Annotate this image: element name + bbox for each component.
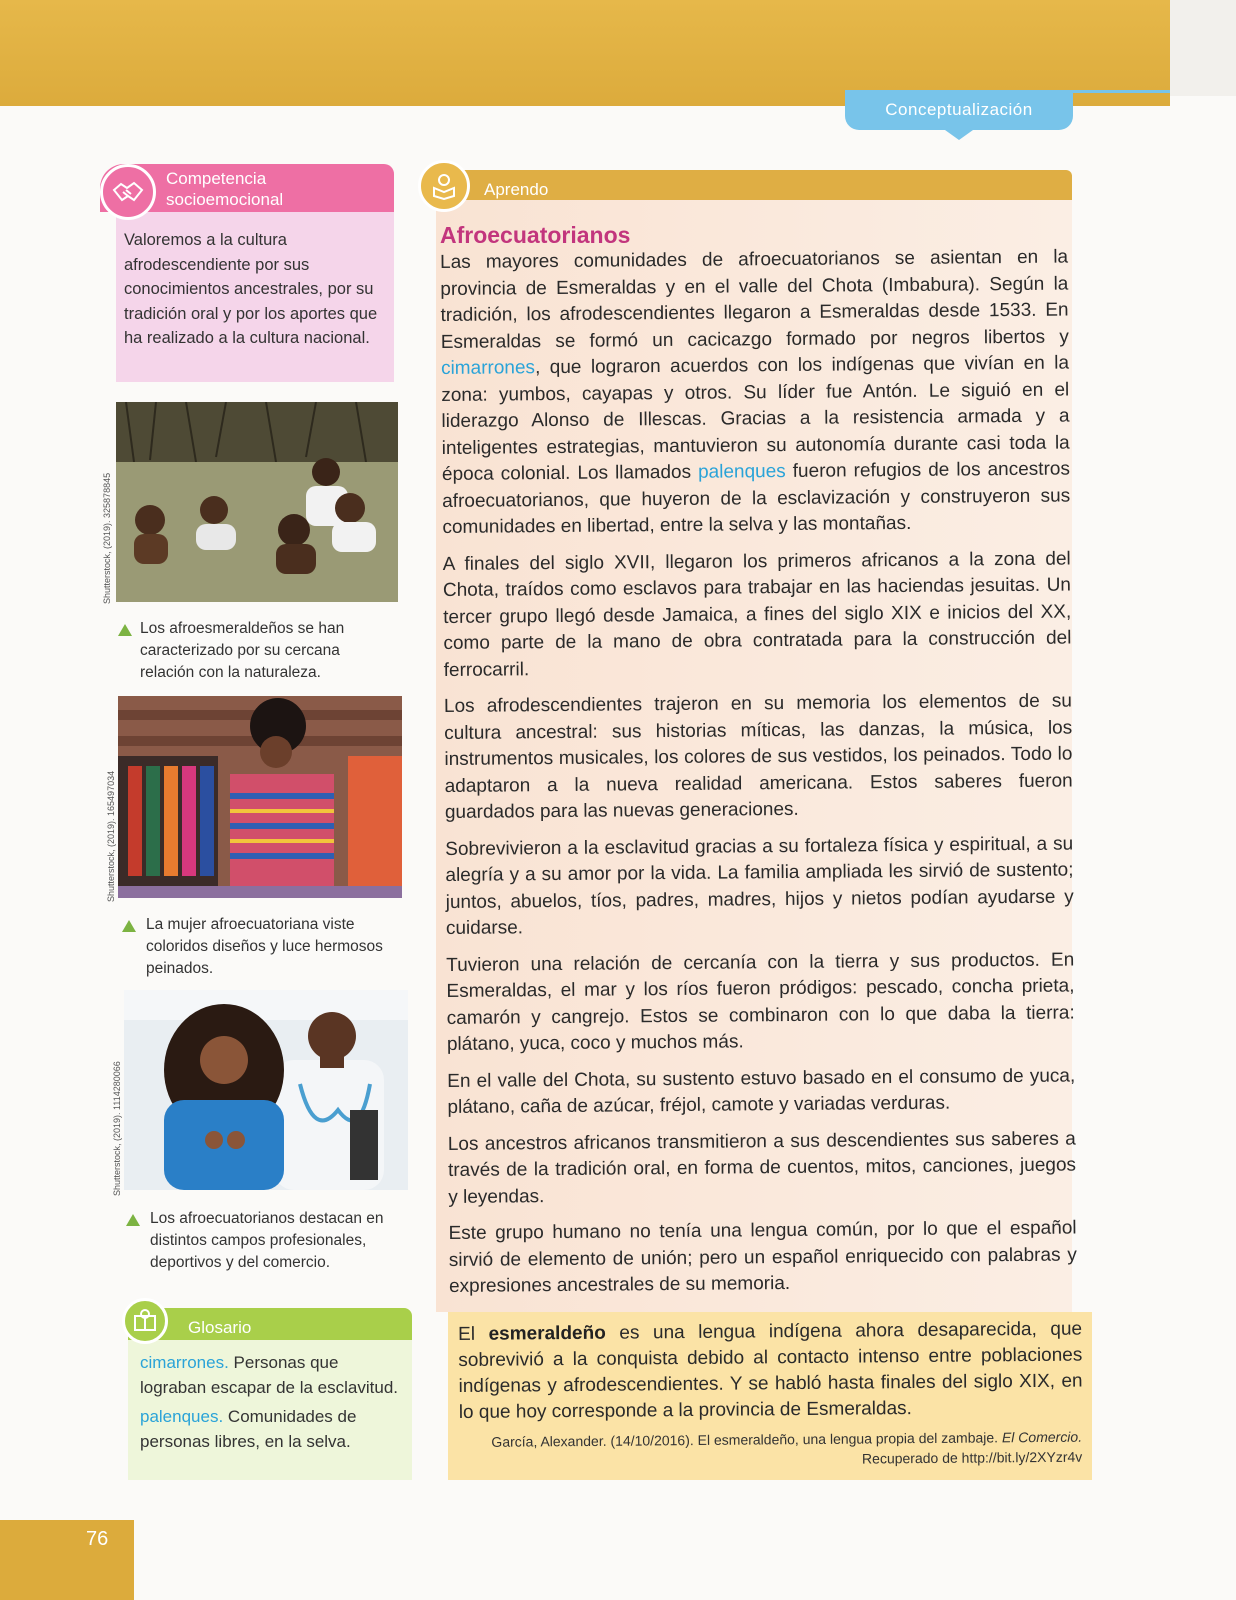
paragraph-3: Los afrodescendientes trajeron en su memoria los elementos de su cultura ancestral: sus historias míticas, las danzas, la música, los instrumentos musicales, los colores de sus vestidos, los peinados. Todo lo adaptaron a la nueva realidad americana. Estos saberes fueron guardados para las nuevas generaciones. bbox=[443, 690, 1073, 823]
glossary-item bbox=[140, 1404, 402, 1454]
term-link-cimarrones[interactable]: cimarrones bbox=[440, 357, 536, 379]
reference-source: El Comercio. bbox=[1001, 1428, 1083, 1446]
glossary-definition: Comunidades de personas libres, en la selva. bbox=[140, 1407, 357, 1451]
glossary-title: Glosario bbox=[188, 1318, 252, 1337]
paragraph-5: Tuvieron una relación de cercanía con la tierra y sus productos. En Esmeraldas, el mar y los ríos fueron pródigos: pescado, concha prieta, camarón y cangrejo. Estos se combinaron con lo que daba la tierra: plátano, yuca, coco y muchos más. bbox=[446, 948, 1075, 1055]
photo-caption-2: La mujer afroecuatoriana viste coloridos diseños y luce hermosos peinados. bbox=[146, 916, 383, 977]
paragraph-text: , que lograron acuerdos con los indígenas que vivían en la zona: yumbos, cayapas y otros. Su líder fue Antón. Le siguió en el liderazgo Alonso de Illescas. Gracias a la resistencia armada y a inteligentes estrategias, mantuvieron su autonomía durante casi toda la época colonial. Los llamados bbox=[441, 352, 1070, 485]
photo-caption-3: Los afroecuatorianos destacan en distintos campos profesionales, deportivos y del comercio. bbox=[150, 1210, 384, 1271]
paragraph-8: Este grupo humano no tenía una lengua común, por lo que el español sirvió de elemento de unión; pero un español enriquecido con palabras y expresiones ancestrales de su memoria. bbox=[448, 1217, 1077, 1297]
glossary-term: cimarrones. bbox=[140, 1353, 229, 1372]
main-body bbox=[440, 245, 1077, 1311]
photo-credit-1: Shutterstock, (2019). 325878845 bbox=[102, 472, 112, 604]
paragraph-7: Los ancestros africanos transmitieron a sus descendientes sus saberes a través de la tradición oral, en forma de cuentos, mitos, canciones, juegos y leyendas. bbox=[447, 1127, 1077, 1208]
top-band-gap bbox=[1170, 0, 1236, 96]
paragraph-text: fueron refugios de los ancestros afroecuatorianos, que huyeron de la esclavización y construyeron sus comunidades en libertad, entre la selva y las montañas. bbox=[442, 458, 1071, 538]
term-link-palenques[interactable]: palenques bbox=[697, 460, 786, 483]
caption-marker-1 bbox=[118, 624, 132, 636]
photo-woman-fabrics bbox=[118, 696, 402, 898]
page-number-bar bbox=[0, 1520, 134, 1600]
caption-marker-3 bbox=[126, 1214, 140, 1226]
paragraph-text: Las mayores comunidades de afroecuatorianos se asientan en la provincia de Esmeraldas y en el valle del Chota (Imbabura). Según la tradición, los afrodescendientes llegaron a Esmeraldas desde 1533. En Esmeraldas se formó un cacicazgo formado por negros libertos y bbox=[440, 246, 1069, 353]
page-number: 76 bbox=[86, 1528, 109, 1550]
competencia-title-line2: socioemocional bbox=[166, 190, 284, 209]
paragraph-2: A finales del siglo XVII, llegaron los primeros africanos a la zona del Chota, traídos como esclavos para trabajar en las haciendas jesuitas. Un tercer grupo llegó desde Jamaica, a fines del siglo XIX e inicios del XX, como parte de la mano de obra contratada para la construcción del ferrocarril. bbox=[442, 548, 1072, 681]
aprendo-label: Aprendo bbox=[484, 180, 549, 199]
photo-credit-2: Shutterstock, (2019). 165497034 bbox=[106, 770, 116, 902]
paragraph-6: En el valle del Chota, su sustento estuvo basado en el consumo de yuca, plátano, caña de azúcar, fréjol, camote y variadas verduras. bbox=[447, 1064, 1076, 1118]
paragraph-4: Sobrevivieron a la esclavitud gracias a su fortaleza física y espiritual, a su alegría y a su amor por la vida. La familia ampliada les sirvió de sustento; juntos, abuelos, tíos, padres, madres, hijos y nietos podían ayudarse y cuidarse. bbox=[445, 832, 1074, 939]
note-reference bbox=[470, 1427, 1082, 1472]
note-reference-line2: Recuperado de http://bit.ly/2XYzr4v bbox=[861, 1448, 1083, 1467]
magnifier-book-icon bbox=[122, 1298, 168, 1344]
competencia-title bbox=[166, 168, 366, 210]
handshake-icon bbox=[100, 164, 156, 220]
section-tab-label: Conceptualización bbox=[885, 100, 1033, 119]
note-text-part: El bbox=[458, 1323, 489, 1345]
glossary-header bbox=[128, 1308, 412, 1340]
glossary-item bbox=[140, 1350, 402, 1400]
glossary-text bbox=[140, 1350, 402, 1454]
note-text-part: es una lengua indígena ahora desaparecida, que sobrevivió a la conquista debido al contacto intenso entre poblaciones indígenas y afrodescendientes. Y se habló hasta finales del siglo XIX, en lo que hoy corresponde a la provincia de Esmeraldas. bbox=[458, 1318, 1083, 1423]
note-bold-term: esmeraldeño bbox=[488, 1322, 606, 1345]
reader-icon bbox=[418, 160, 470, 212]
competencia-text: Valoremos a la cultura afrodescendiente por sus conocimientos ancestrales, por su tradición oral y por los aportes que ha realizado a la cultura nacional. bbox=[124, 231, 378, 347]
caption-marker-2 bbox=[122, 920, 136, 932]
photo-river-children bbox=[116, 402, 398, 602]
section-tab bbox=[845, 90, 1073, 130]
photo-professionals bbox=[124, 990, 408, 1190]
competencia-title-line1: Competencia bbox=[166, 169, 267, 188]
note-text bbox=[458, 1317, 1083, 1426]
glossary-term: palenques. bbox=[140, 1407, 224, 1426]
photo-credit-3: Shutterstock, (2019). 1114280066 bbox=[112, 1061, 122, 1196]
paragraph-1 bbox=[440, 245, 1071, 542]
reference-text: García, Alexander. (14/10/2016). El esmeraldeño, una lengua propia del zambaje. bbox=[491, 1429, 1002, 1450]
photo-caption-1: Los afroesmeraldeños se han caracterizado por su cercana relación con la naturaleza. bbox=[140, 620, 345, 681]
glossary-definition: Personas que lograban escapar de la esclavitud. bbox=[140, 1353, 398, 1397]
page-title: Afroecuatorianos bbox=[440, 222, 631, 248]
